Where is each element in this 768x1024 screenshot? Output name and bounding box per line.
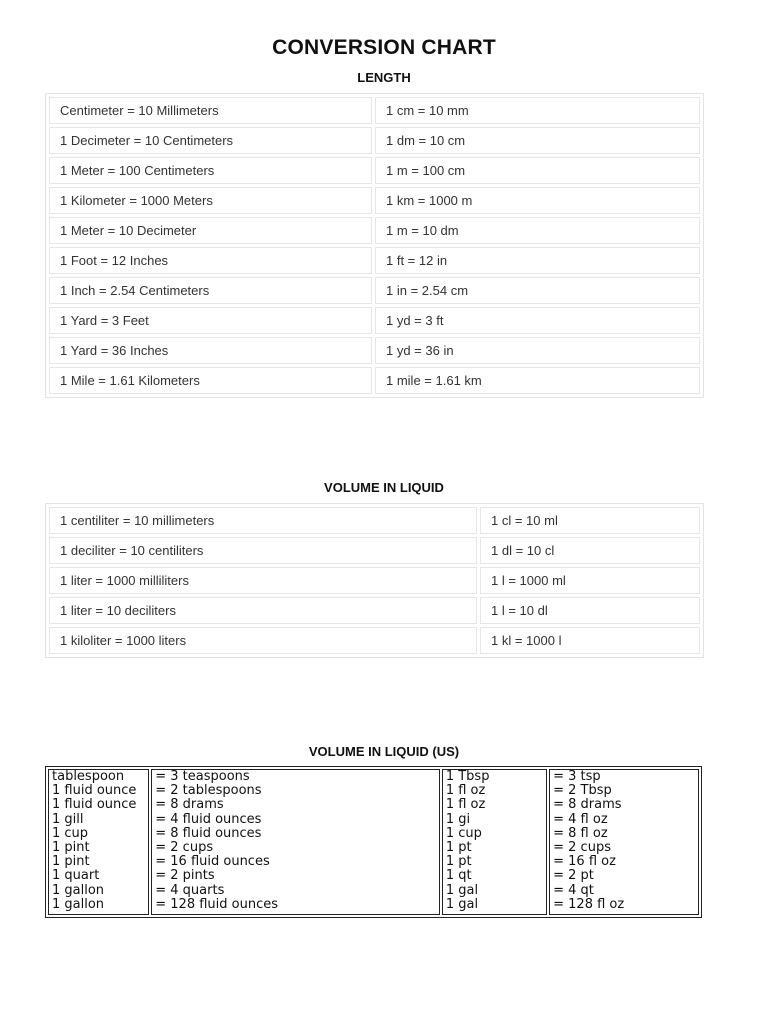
list-item: 1 cup [445,825,482,841]
table-cell: 1 deciliter = 10 centiliters [49,537,477,564]
table-cell: Centimeter = 10 Millimeters [49,97,372,124]
list-item: = 2 pints [155,868,215,884]
page-title: CONVERSION CHART [272,36,496,59]
list-item: = 3 teaspoons [155,769,250,784]
table-cell: 1 Yard = 36 Inches [49,337,372,364]
table-cell: 1 m = 100 cm [375,157,700,184]
list-item: 1 pt [445,854,472,870]
table-cell: 1 mile = 1.61 km [375,367,700,394]
table-row [49,307,700,334]
list-item: 1 pt [445,840,472,856]
list-item: 1 fl oz [445,797,486,813]
table-row [49,187,700,214]
list-item: 1 fluid ounce [52,797,137,813]
table-row [49,367,700,394]
length-table [45,93,704,398]
list-item: = 2 tablespoons [155,783,262,799]
list-item: = 8 drams [553,797,622,813]
list-item: 1 quart [52,868,100,884]
list-item: 1 fluid ounce [52,783,137,799]
table-cell: 1 Decimeter = 10 Centimeters [49,127,372,154]
list-item: 1 Tbsp [445,769,490,784]
table-row [49,627,700,654]
table-cell: 1 kiloliter = 1000 liters [49,627,477,654]
table-cell: 1 cm = 10 mm [375,97,700,124]
us-abbrev-equivalents-column [549,769,699,915]
table-cell: 1 Inch = 2.54 Centimeters [49,277,372,304]
list-item: 1 pint [52,854,90,870]
list-item: = 2 pt [553,868,594,884]
us-equivalents-column [151,769,440,915]
table-cell: 1 liter = 10 deciliters [49,597,477,624]
table-cell: 1 l = 1000 ml [480,567,700,594]
list-item: = 4 qt [553,882,594,898]
list-item: = 2 Tbsp [553,783,612,799]
table-row [49,217,700,244]
table-row [49,97,700,124]
table-row [49,567,700,594]
table-cell: 1 Yard = 3 Feet [49,307,372,334]
table-cell: 1 Mile = 1.61 Kilometers [49,367,372,394]
list-item: = 128 fluid ounces [155,896,278,912]
us-units-column [48,769,149,915]
list-item: = 2 cups [155,840,214,856]
table-cell: 1 liter = 1000 milliliters [49,567,477,594]
list-item: = 16 fl oz [553,854,616,870]
table-cell: 1 Kilometer = 1000 Meters [49,187,372,214]
list-item: = 3 tsp [553,769,601,784]
list-item: 1 gi [445,811,471,827]
list-item: 1 qt [445,868,472,884]
table-cell: 1 in = 2.54 cm [375,277,700,304]
list-item: = 8 fl oz [553,825,608,841]
table-cell: 1 Meter = 10 Decimeter [49,217,372,244]
table-cell: 1 m = 10 dm [375,217,700,244]
volume-liquid-table [45,503,704,658]
list-item: 1 gill [52,811,84,827]
list-item: 1 cup [52,825,89,841]
table-row [49,537,700,564]
table-cell: 1 dm = 10 cm [375,127,700,154]
table-row [49,247,700,274]
us-abbrev-units-column [442,769,547,915]
volume-liquid-us-table [45,766,702,918]
list-item: = 4 quarts [155,882,225,898]
table-row [49,127,700,154]
table-cell: 1 Foot = 12 Inches [49,247,372,274]
list-item: = 4 fluid ounces [155,811,262,827]
table-cell: 1 l = 10 dl [480,597,700,624]
table-row [49,277,700,304]
list-item: = 4 fl oz [553,811,608,827]
table-cell: 1 Meter = 100 Centimeters [49,157,372,184]
table-cell: 1 yd = 3 ft [375,307,700,334]
list-item: 1 gal [445,896,479,912]
list-item: = 2 cups [553,840,611,856]
table-cell: 1 ft = 12 in [375,247,700,274]
table-cell: 1 yd = 36 in [375,337,700,364]
table-cell: 1 centiliter = 10 millimeters [49,507,477,534]
table-row [49,157,700,184]
table-cell: 1 kl = 1000 l [480,627,700,654]
table-row [49,597,700,624]
table-cell: 1 cl = 10 ml [480,507,700,534]
list-item: = 128 fl oz [553,896,625,912]
list-item: 1 gallon [52,882,105,898]
table-row [49,507,700,534]
list-item: = 16 fluid ounces [155,854,270,870]
volume-liquid-us-heading: VOLUME IN LIQUID (US) [308,744,460,759]
list-item: 1 fl oz [445,783,486,799]
table-row [48,769,699,915]
table-cell: 1 km = 1000 m [375,187,700,214]
list-item: 1 pint [52,840,90,856]
list-item: = 8 fluid ounces [155,825,262,841]
table-row [49,337,700,364]
list-item: = 8 drams [155,797,224,813]
list-item: 1 gal [445,882,479,898]
list-item: tablespoon [52,769,125,784]
length-heading: LENGTH [357,70,411,85]
table-cell: 1 dl = 10 cl [480,537,700,564]
volume-liquid-heading: VOLUME IN LIQUID [324,480,444,495]
list-item: 1 gallon [52,896,105,912]
